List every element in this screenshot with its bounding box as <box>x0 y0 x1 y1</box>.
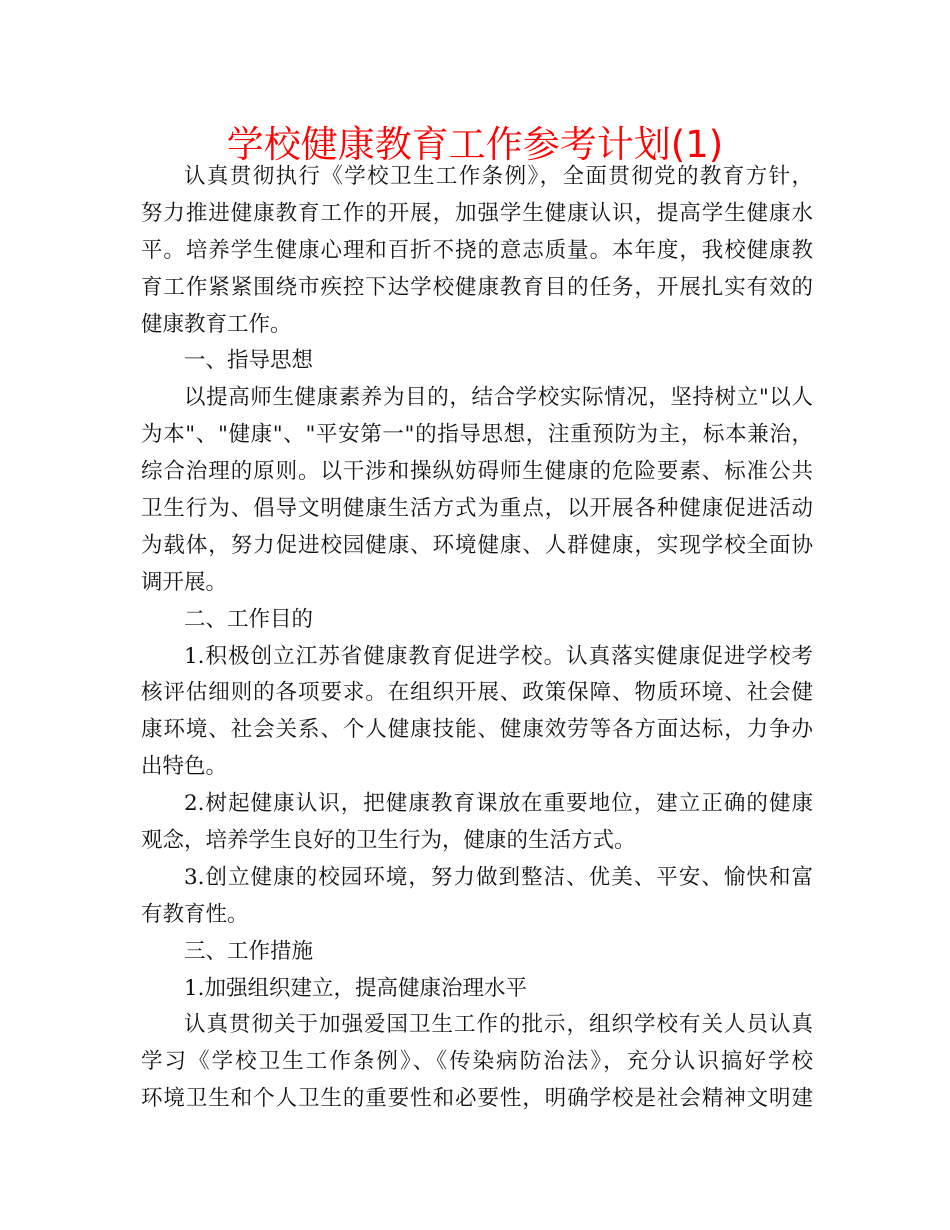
body-line: 2.树起健康认识，把健康教育课放在重要地位，建立正确的健康 <box>184 791 813 817</box>
document-body <box>141 159 813 1118</box>
body-line: 一、指导思想 <box>184 348 314 374</box>
body-line: 三、工作措施 <box>184 938 314 964</box>
document-title: 学校健康教育工作参考计划(1) <box>226 123 724 166</box>
body-line: 为载体，努力促进校园健康、环境健康、人群健康，实现学校全面协 <box>141 532 813 558</box>
body-line: 二、工作目的 <box>184 606 314 632</box>
body-line: 努力推进健康教育工作的开展，加强学生健康认识，提高学生健康水 <box>141 200 813 226</box>
body-line: 1.积极创立江苏省健康教育促进学校。认真落实健康促进学校考 <box>184 643 813 669</box>
body-line: 平。培养学生健康心理和百折不挠的意志质量。本年度，我校健康教 <box>141 237 813 263</box>
body-line: 1.加强组织建立，提高健康治理水平 <box>184 975 528 1001</box>
body-line: 有教育性。 <box>141 901 249 927</box>
body-line: 出特色。 <box>141 754 228 780</box>
body-line: 3.创立健康的校园环境，努力做到整洁、优美、平安、愉快和富 <box>184 864 813 890</box>
body-line: 卫生行为、倡导文明健康生活方式为重点，以开展各种健康促进活动 <box>141 496 813 522</box>
body-line: 观念，培养学生良好的卫生行为，健康的生活方式。 <box>141 828 636 854</box>
body-line: 以提高师生健康素养为目的，结合学校实际情况，坚持树立"以人 <box>184 385 813 411</box>
body-line: 认真贯彻关于加强爱国卫生工作的批示，组织学校有关人员认真 <box>184 1012 813 1038</box>
body-line: 调开展。 <box>141 569 228 595</box>
body-line: 综合治理的原则。以干涉和操纵妨碍师生健康的危险要素、标准公共 <box>141 459 813 485</box>
body-line: 康环境、社会关系、个人健康技能、健康效劳等各方面达标，力争办 <box>141 717 813 743</box>
body-line: 学习《学校卫生工作条例》、《传染病防治法》，充分认识搞好学校 <box>141 1049 813 1075</box>
body-line: 认真贯彻执行《学校卫生工作条例》，全面贯彻党的教育方针， <box>184 164 813 189</box>
body-line: 为本"、"健康"、"平安第一"的指导思想，注重预防为主，标本兼治， <box>141 422 813 448</box>
body-line: 核评估细则的各项要求。在组织开展、政策保障、物质环境、社会健 <box>141 680 813 706</box>
body-line: 环境卫生和个人卫生的重要性和必要性，明确学校是社会精神文明建 <box>141 1086 813 1112</box>
body-line: 健康教育工作。 <box>141 311 292 337</box>
body-line: 育工作紧紧围绕市疾控下达学校健康教育目的任务，开展扎实有效的 <box>141 274 813 300</box>
